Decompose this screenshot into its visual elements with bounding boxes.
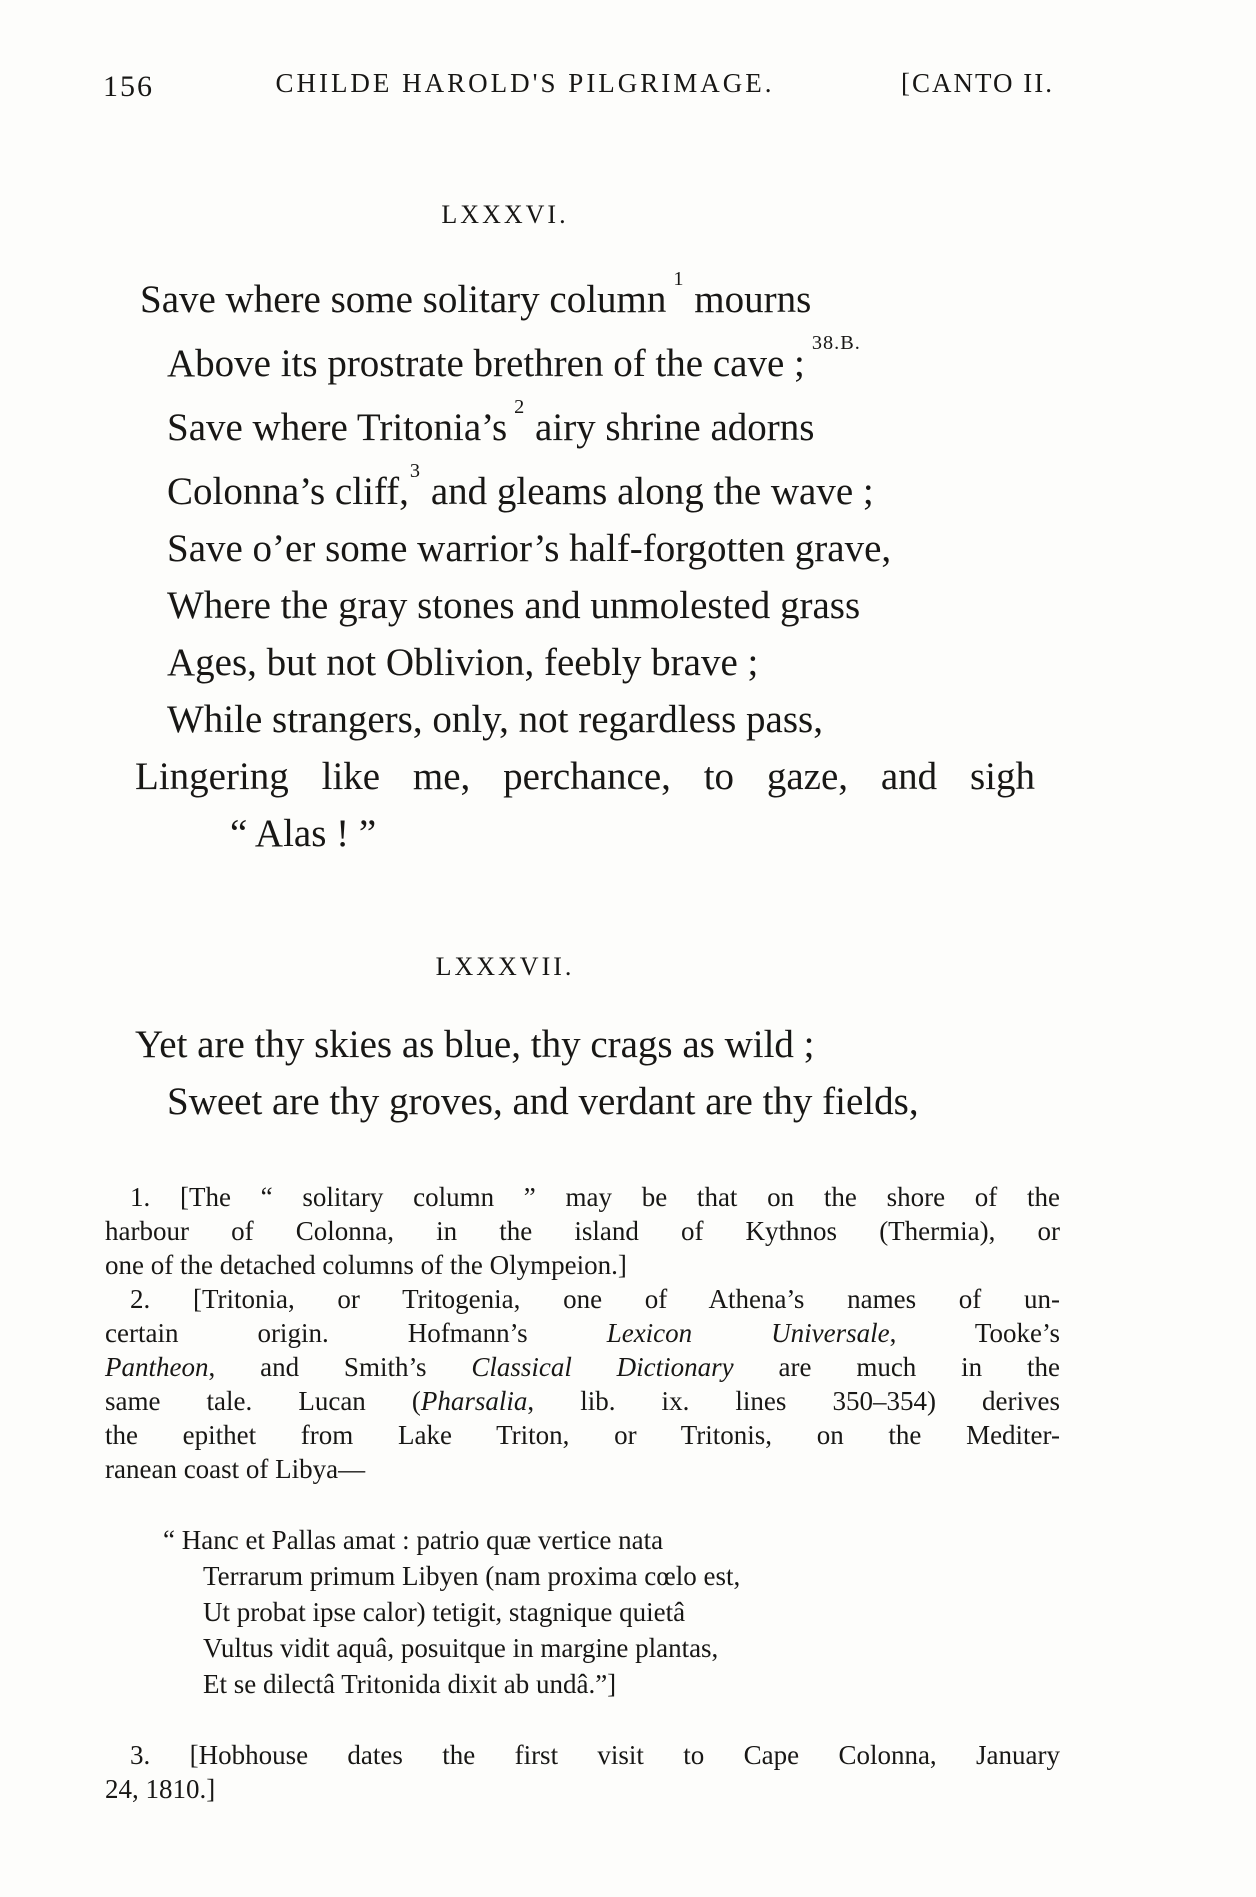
footnote-line: [105, 1316, 1060, 1350]
book-title: Pharsalia: [420, 1386, 528, 1416]
poem-line: [167, 392, 1055, 456]
footnote-line: 24, 1810.]: [105, 1774, 216, 1804]
poem-line: Lingering like me, perchance, to gaze, and sigh: [135, 755, 1035, 798]
page-number: 156: [103, 70, 154, 103]
poem-line-text: airy shrine adorns: [525, 406, 815, 449]
footnote-text: same tale. Lucan (: [105, 1386, 421, 1416]
poem-line: [167, 456, 1055, 520]
stanza-lxxxvii: [105, 952, 1055, 1130]
poem-line: Where the gray stones and unmolested grass: [167, 584, 861, 627]
canto-label: [CANTO II.: [901, 68, 1054, 98]
poem-line: Sweet are thy groves, and verdant are thy fields,: [167, 1080, 919, 1123]
verse-line: “ Hanc et Pallas amat : patrio quæ vertice nata: [163, 1525, 664, 1555]
poem-line: Save o’er some warrior’s half-forgotten grave,: [167, 527, 892, 570]
footnotes: [105, 1180, 1060, 1806]
footnote-line: 2. [Tritonia, or Tritogenia, one of Athena’s names of un-: [130, 1284, 1060, 1314]
running-header: [0, 66, 1256, 108]
footnote-line: [105, 1384, 1060, 1418]
footnote-2: [105, 1282, 1060, 1486]
poem-line: Ages, but not Oblivion, feebly brave ;: [167, 641, 759, 684]
footnote-text: , Tooke’s: [889, 1318, 1060, 1348]
footnote-ref-3: 3: [409, 460, 422, 483]
verse-line: Ut probat ipse calor) tetigit, stagnique quietâ: [203, 1597, 686, 1627]
stanza-lxxxvi: [105, 200, 1055, 862]
running-title: CHILDE HAROLD'S PILGRIMAGE.: [275, 68, 775, 98]
poem-line-text: and gleams along the wave ;: [421, 470, 874, 513]
footnote-ref-1: 1: [673, 268, 685, 291]
footnote-3: [105, 1738, 1060, 1806]
footnote-text: , and Smith’s: [208, 1352, 472, 1382]
verse-line: Terrarum primum Libyen (nam proxima cœlo est,: [203, 1561, 741, 1591]
footnote-line: 1. [The “ solitary column ” may be that on the shore of the: [130, 1182, 1060, 1212]
latin-verse-quote: [163, 1522, 1060, 1702]
stanza-heading-lxxxvi: LXXXVI.: [441, 200, 569, 229]
poem-line: Yet are thy skies as blue, thy crags as wild ;: [135, 1023, 815, 1066]
footnote-line: 3. [Hobhouse dates the first visit to Cape Colonna, January: [130, 1740, 1060, 1770]
poem-line-text: mourns: [684, 278, 812, 321]
poem-line-text: Save where some solitary column: [140, 278, 667, 321]
footnote-line: [105, 1350, 1060, 1384]
poem-line: “ Alas ! ”: [230, 812, 377, 855]
footnote-line: the epithet from Lake Triton, or Tritonis, on the Mediter-: [105, 1420, 1060, 1450]
footnote-text: , lib. ix. lines 350–354) derives: [527, 1386, 1060, 1416]
book-title: Classical Dictionary: [471, 1352, 734, 1382]
variant-note-ref-38b: 38.B.: [811, 332, 861, 355]
poem-line-text: Above its prostrate brethren of the cave ;: [167, 342, 805, 385]
poem-line-text: Save where Tritonia’s: [167, 406, 508, 449]
stanza-heading-lxxxvii: LXXXVII.: [435, 952, 575, 981]
footnote-1: [105, 1180, 1060, 1282]
poem-line: [167, 328, 1055, 392]
poem-line: [140, 264, 1055, 328]
verse-line: Et se dilectâ Tritonida dixit ab undâ.”]: [203, 1669, 617, 1699]
book-title: Lexicon Universale: [606, 1318, 890, 1348]
poem-line: While strangers, only, not regardless pass,: [167, 698, 823, 741]
footnote-text: are much in the: [733, 1352, 1060, 1382]
footnote-line: harbour of Colonna, in the island of Kythnos (Thermia), or: [105, 1216, 1060, 1246]
footnote-line: one of the detached columns of the Olympeion.]: [105, 1250, 627, 1280]
verse-line: Vultus vidit aquâ, posuitque in margine plantas,: [203, 1633, 719, 1663]
poem-line-text: Colonna’s cliff,: [167, 470, 409, 513]
footnote-text: certain origin. Hofmann’s: [105, 1318, 607, 1348]
footnote-line: ranean coast of Libya—: [105, 1454, 366, 1484]
book-title: Pantheon: [105, 1352, 209, 1382]
footnote-ref-2: 2: [514, 396, 526, 419]
